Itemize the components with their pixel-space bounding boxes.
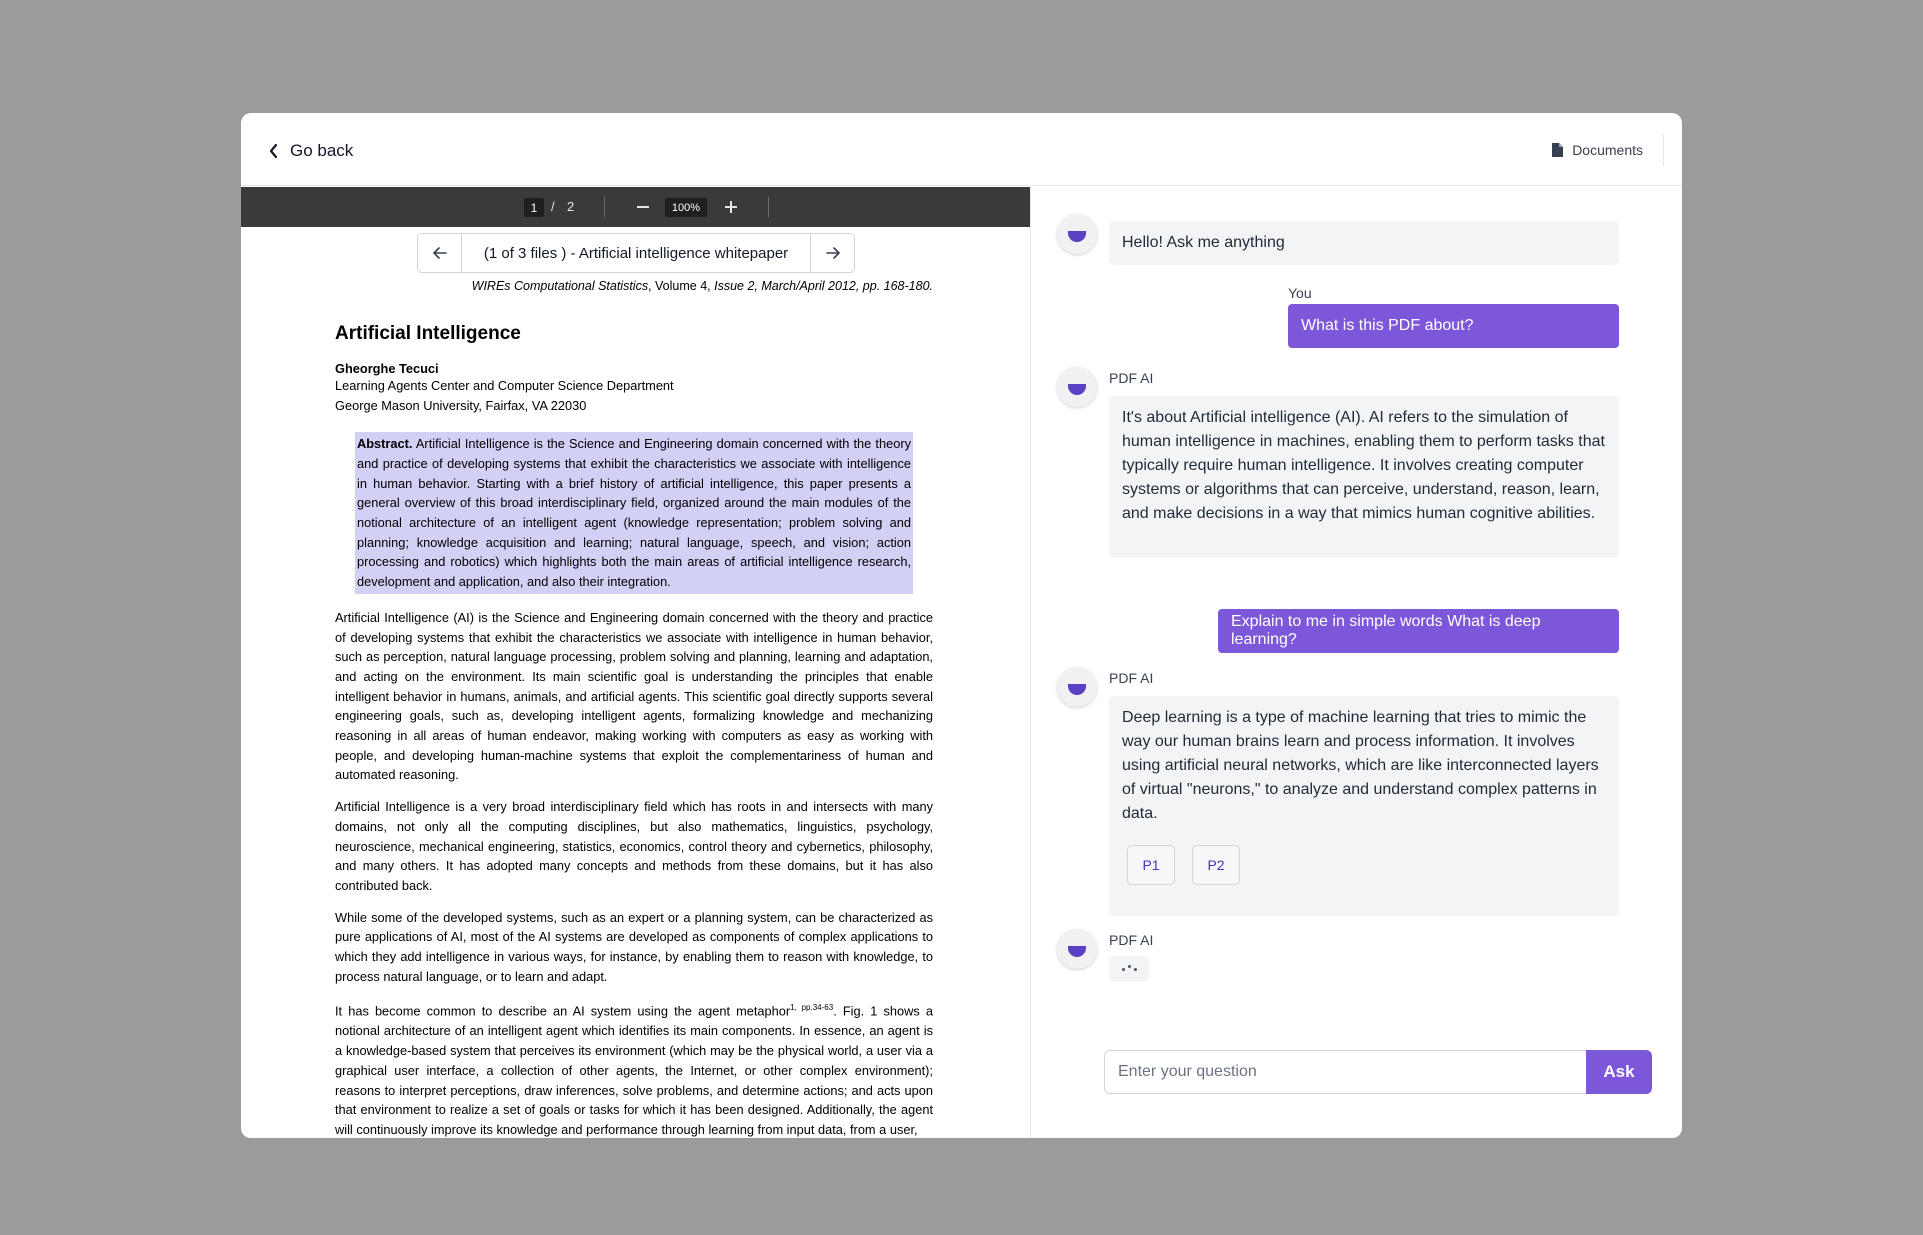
greeting-message: Hello! Ask me anything (1109, 221, 1619, 265)
total-pages: 2 (567, 199, 575, 214)
toolbar-divider (604, 197, 605, 217)
next-file-button[interactable] (810, 234, 854, 272)
citation-issue: Issue 2, March/April 2012, pp. 168-180. (714, 279, 933, 293)
paper-affiliation-2: George Mason University, Fairfax, VA 22030 (335, 397, 587, 413)
paper-title: Artificial Intelligence (335, 323, 521, 344)
pdf-page-area (241, 227, 1031, 1138)
citation-journal: WIREs Computational Statistics (471, 279, 649, 293)
arrow-left-icon (432, 246, 448, 260)
zoom-out-icon (635, 199, 651, 215)
arrow-right-icon (825, 246, 841, 260)
chat-panel (1032, 187, 1682, 1138)
para-4-rest: . Fig. 1 shows a notional architecture of an intelligent agent which identifies its main components. In essence, an agent is a knowledge-based system that perceives its environment (which may be the physical world, a user via a graphical user interface, a collection of other agents, the Internet, or other complex environment); reasons to interpret perceptions, draw inferences, solve problems, and determine actions; and acts upon that environment to realize a set of goals or tasks for which it has been designed. Additionally, the agent will continuously improve its knowledge and performance through learning from input data, from a user, (335, 1003, 933, 1137)
paper-affiliation-1: Learning Agents Center and Computer Science Department (335, 378, 674, 393)
you-label: You (1288, 285, 1312, 301)
bot-name: PDF AI (1109, 932, 1154, 948)
pdf-page (335, 273, 933, 1138)
file-nav-label: (1 of 3 files ) - Artificial intelligence whitepaper (483, 244, 789, 262)
para-4-start: It has become common to describe an AI system using the agent metaphor (335, 1003, 791, 1019)
bot-message: It's about Artificial intelligence (AI). AI refers to the simulation of human intelligence in machines, enabling them to perform tasks that typically require human intelligence. It involves creating computer systems or algorithms that can perceive, understand, reason, learn, and make decisions in a way that mimics human cognitive abilities. (1109, 396, 1619, 558)
documents-label: Documents (1572, 142, 1643, 158)
paper-paragraph: Artificial Intelligence (AI) is the Science and Engineering domain concerned with the theory and practice of developing systems that exhibit the characteristics we associate with intelligence in human behavior, such as perception, natural language processing, problem solving and planning, learning and adaptation, and acting on the environment. Its main scientific goal is understanding the principles that enable intelligent behavior in humans, animals, and artificial agents. This scientific goal directly supports several engineering goals, such as, developing intelligent agents, formalizing knowledge and mechanizing reasoning in all areas of human endeavor, making working with computers as easy as working with people, and developing human-machine systems that exploit the complementariness of human and automated reasoning. (335, 609, 933, 783)
go-back-button[interactable] (268, 135, 353, 167)
user-message: What is this PDF about? (1288, 304, 1619, 348)
bot-message (1109, 696, 1619, 916)
bot-avatar-icon (1057, 667, 1097, 707)
user-message: Explain to me in simple words What is deep learning? (1218, 609, 1619, 653)
typing-indicator-icon (1109, 956, 1149, 982)
bot-message-text: Deep learning is a type of machine learning that tries to mimic the way our human brains learn and process information. It involves using artificial neural networks, which are like interconnected layers of virtual "neurons," to analyze and understand complex patterns in data. (1122, 709, 1599, 822)
chevron-left-icon (268, 143, 280, 159)
bot-name: PDF AI (1109, 370, 1154, 386)
toolbar-divider (768, 197, 769, 217)
abstract-label: Abstract. (357, 436, 413, 452)
zoom-level[interactable]: 100% (665, 198, 707, 217)
paper-citation (335, 279, 933, 293)
highlighted-abstract (355, 432, 913, 594)
go-back-label: Go back (290, 141, 354, 160)
paper-paragraph: Artificial Intelligence is a very broad interdisciplinary field which has roots in and intersects with many domains, not only all the computing disciplines, but also mathematics, linguistics, psychology, neuroscience, mechanical engineering, statistics, economics, control theory and cybernetics, philosophy, and many others. It has adopted many concepts and methods from these domains, but it has also contributed back. (335, 799, 933, 893)
previous-file-button[interactable] (418, 234, 462, 272)
ask-form (1104, 1050, 1652, 1094)
abstract-text: Artificial Intelligence is the Science and Engineering domain concerned with the theory and practice of developing systems that exhibit the characteristics we associate with intelligence in human behavior. Starting with a brief history of artificial intelligence, this paper presents a general overview of this broad interdisciplinary field, organized around the main modules of the notional architecture of an intelligent agent (knowledge representation; problem solving and planning; knowledge acquisition and learning; natural language, speech, and vision; action processing and robotics) which highlights both the main areas of artificial intelligence research, development and application, and also their integration. (357, 436, 911, 590)
document-icon (1551, 142, 1564, 158)
bot-avatar-icon (1057, 214, 1097, 254)
page-separator: / (551, 199, 555, 214)
documents-button[interactable] (1551, 134, 1664, 166)
pdf-toolbar (241, 187, 1031, 227)
zoom-in-icon (723, 199, 739, 215)
bot-avatar-icon (1057, 367, 1097, 407)
pdf-viewer (241, 187, 1031, 1138)
bot-name: PDF AI (1109, 670, 1154, 686)
paper-paragraph (335, 998, 933, 1138)
citation-volume: , Volume 4, (648, 279, 715, 293)
source-page-button[interactable]: P2 (1192, 845, 1240, 885)
para-4-citation: 1, pp.34-63 (790, 1003, 834, 1013)
zoom-out-button[interactable] (631, 194, 655, 220)
question-input[interactable] (1104, 1050, 1586, 1094)
file-navigator (417, 233, 855, 273)
source-page-button[interactable]: P1 (1127, 845, 1175, 885)
page-number-input[interactable]: 1 (524, 198, 544, 217)
modal-header (241, 113, 1682, 186)
paper-author: Gheorghe Tecuci (335, 361, 439, 376)
paper-paragraph: While some of the developed systems, such as an expert or a planning system, can be characterized as pure applications of AI, most of the AI systems are developed as components of complex applications to which they add intelligence in various ways, for instance, by enabling them to reason with knowledge, to process natural language, or to learn and adapt. (335, 909, 933, 984)
bot-avatar-icon (1057, 929, 1097, 969)
zoom-in-button[interactable] (719, 194, 743, 220)
chat-with-pdf-modal (241, 113, 1682, 1138)
ask-button[interactable]: Ask (1586, 1050, 1652, 1094)
